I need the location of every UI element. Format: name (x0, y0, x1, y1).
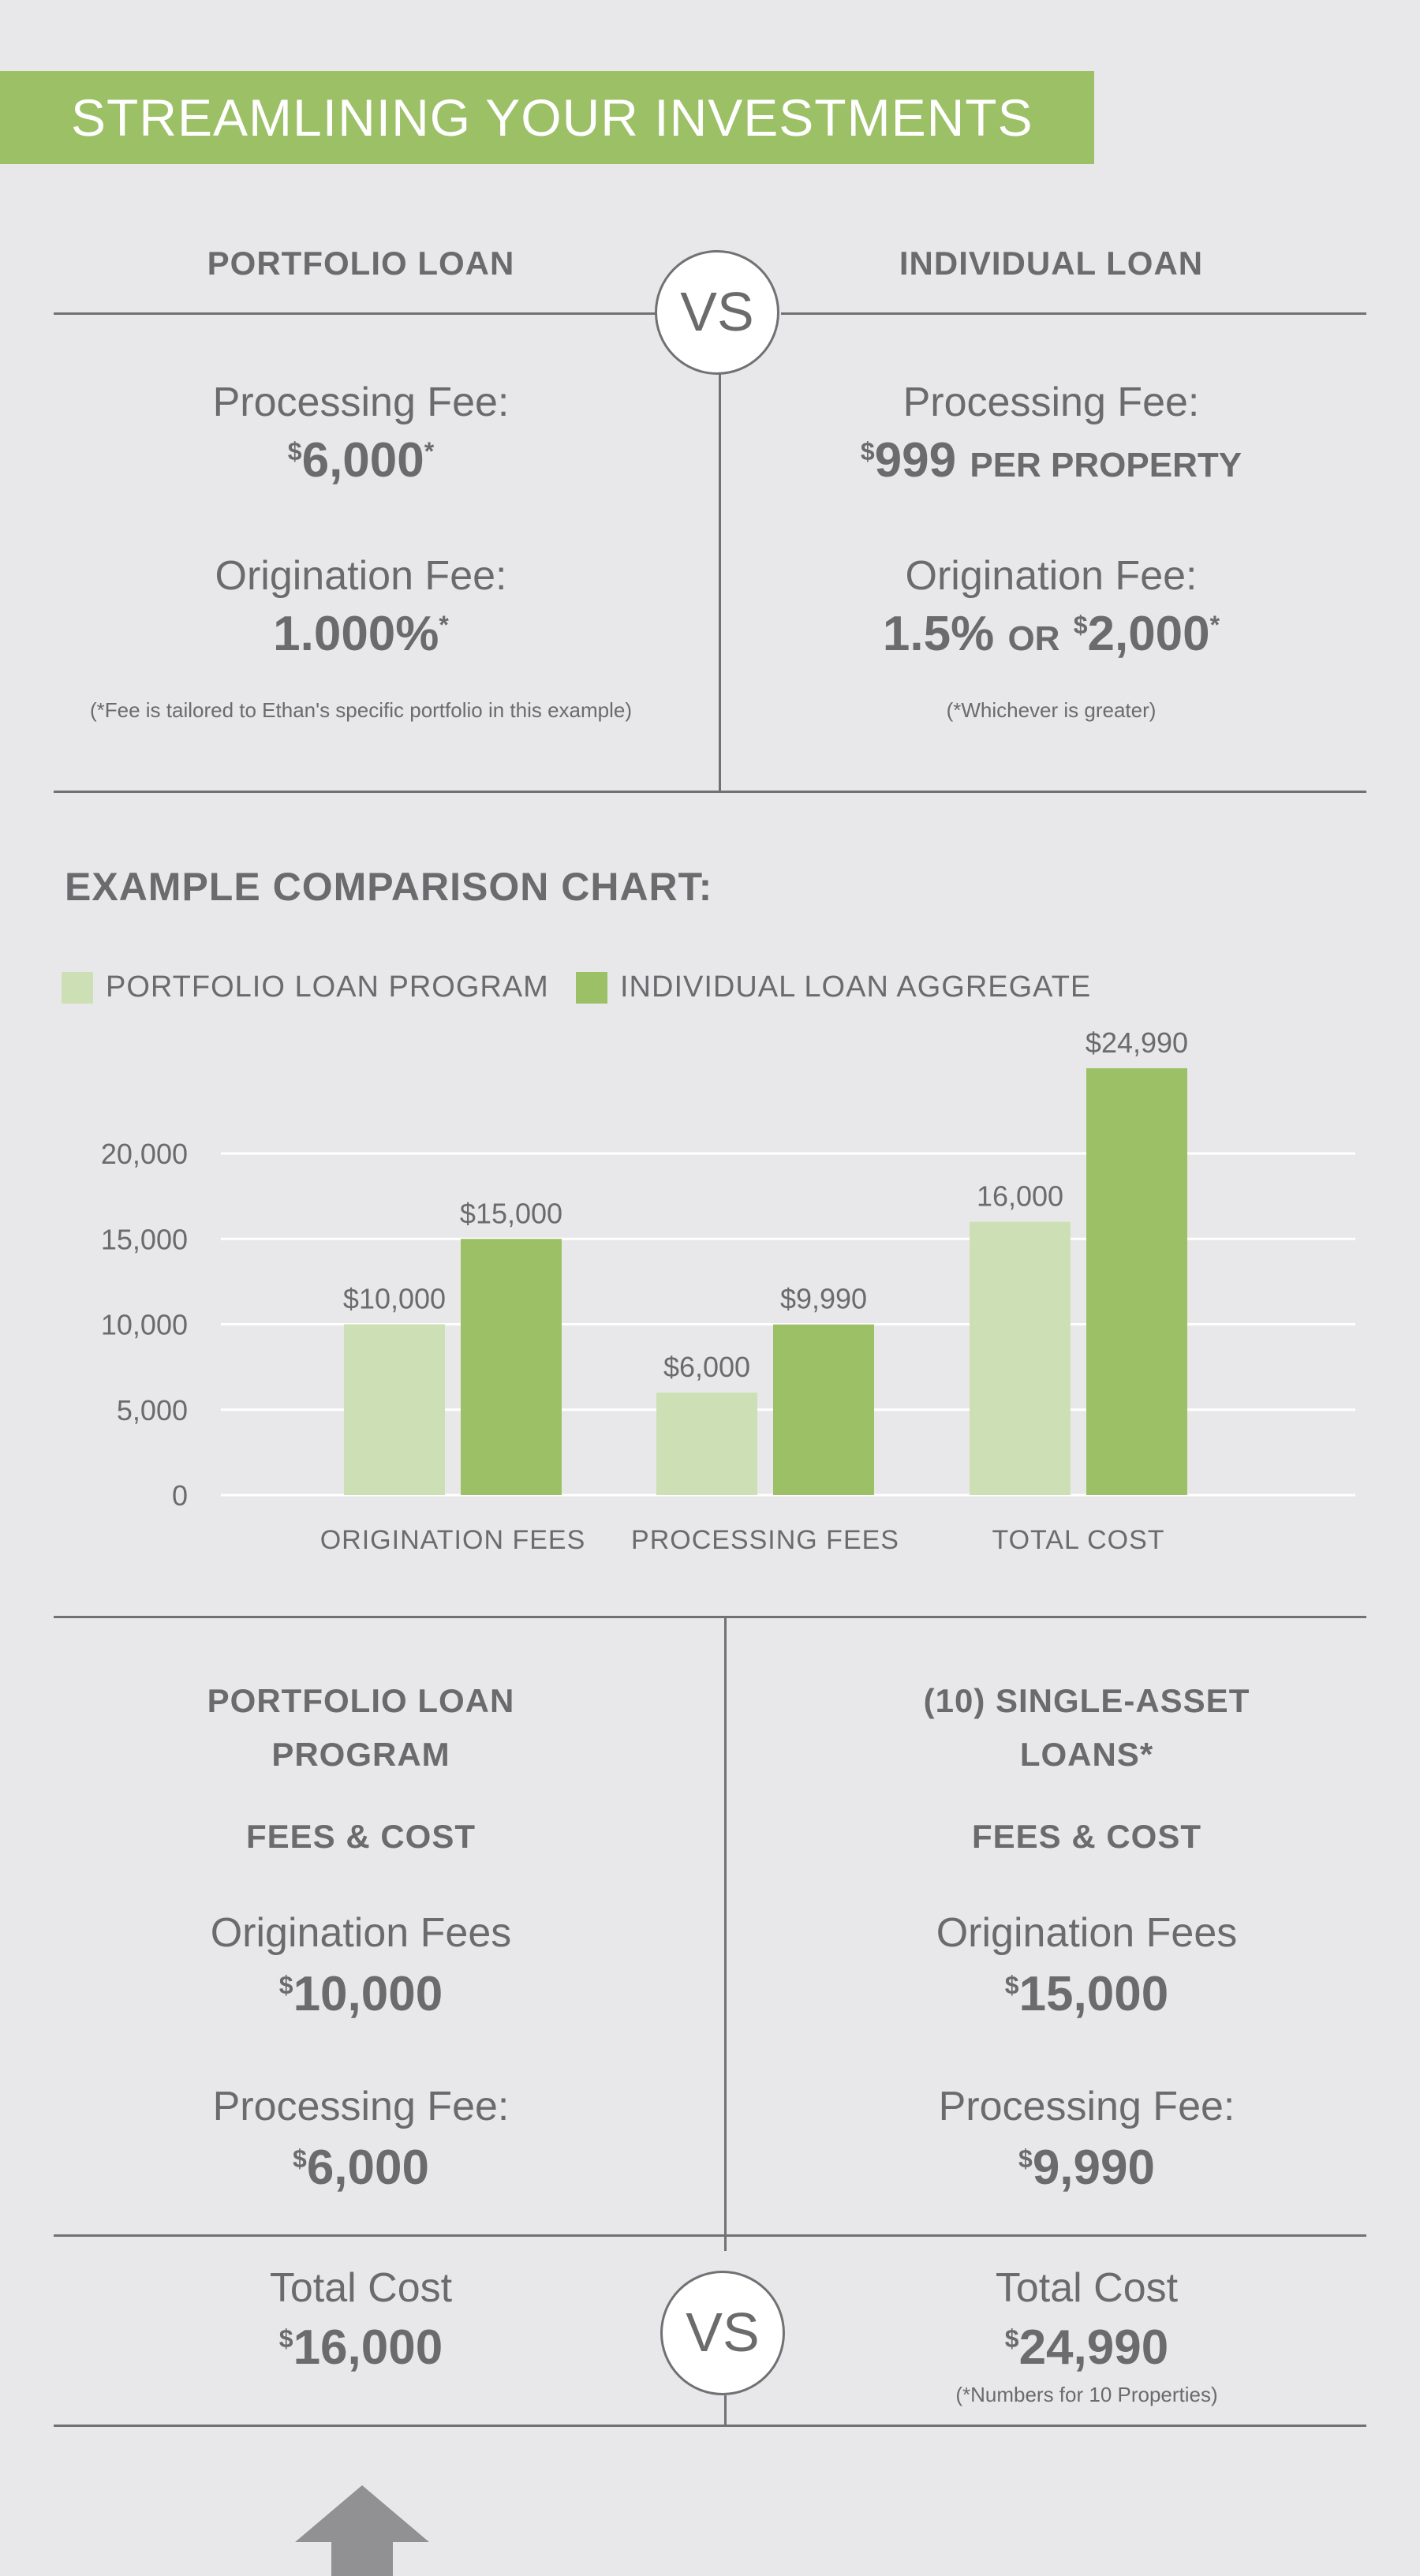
bar-value-label: $10,000 (342, 1282, 447, 1315)
top-divider-right (781, 312, 1366, 315)
legend-swatch-individual (576, 972, 607, 1004)
chart-section-title: EXAMPLE COMPARISON CHART: (65, 865, 713, 909)
portfolio-program-heading-line1: PORTFOLIO LOAN (207, 1682, 515, 1719)
top-divider-left (54, 312, 656, 315)
y-tick-label: 5,000 (116, 1393, 188, 1426)
single-asset-heading (781, 1674, 1392, 1782)
x-tick-label: ORIGINATION FEES (320, 1525, 586, 1555)
single-asset-total-cost-label: Total Cost (995, 2265, 1179, 2311)
arrow-up-icon[interactable] (295, 2485, 429, 2576)
portfolio-processing-fee-value: $6,000 (293, 2140, 429, 2195)
legend-item-individual (576, 970, 1091, 1004)
page-title: STREAMLINING YOUR INVESTMENTS (71, 88, 1033, 147)
bottom-center-divider-lower (724, 2395, 727, 2427)
portfolio-origination-fees-label: Origination Fees (210, 1910, 512, 1956)
x-tick-label: TOTAL COST (992, 1525, 1165, 1555)
y-tick-label: 20,000 (100, 1138, 188, 1170)
individual-origination-value: 1.5% OR $2,000* (882, 607, 1220, 661)
bar-value-label: $6,000 (663, 1351, 751, 1384)
individual-processing-value: $999 PER PROPERTY (860, 433, 1242, 488)
bar (1086, 1068, 1187, 1495)
legend-label-individual: INDIVIDUAL LOAN AGGREGATE (620, 970, 1092, 1004)
bar (773, 1325, 874, 1495)
single-asset-heading-line1: (10) SINGLE-ASSET (923, 1682, 1250, 1719)
bar (461, 1239, 562, 1495)
bar (970, 1222, 1071, 1495)
portfolio-total-cost-value: $16,000 (278, 2320, 443, 2375)
y-tick-label: 10,000 (100, 1308, 188, 1341)
bar-value-label: 16,000 (976, 1180, 1064, 1213)
top-center-divider (719, 371, 721, 791)
individual-processing-label: Processing Fee: (902, 379, 1200, 425)
single-asset-heading-line2: LOANS* (1019, 1736, 1154, 1773)
bottom-section-bottom-divider (54, 2425, 1366, 2427)
portfolio-processing-label: Processing Fee: (212, 379, 510, 425)
bar (344, 1325, 445, 1496)
y-tick-label: 15,000 (100, 1223, 188, 1256)
bar-value-label: $24,990 (1085, 1026, 1189, 1059)
y-tick-label: 0 (171, 1479, 188, 1512)
portfolio-program-heading-line2: PROGRAM (271, 1736, 450, 1773)
portfolio-processing-value: $6,000* (287, 433, 435, 488)
portfolio-fee-note: (*Fee is tailored to Ethan's specific portfolio in this example) (89, 698, 633, 722)
portfolio-loan-heading: PORTFOLIO LOAN (207, 245, 515, 282)
portfolio-origination-fees-value: $10,000 (278, 1967, 443, 2021)
portfolio-total-cost-label: Total Cost (269, 2265, 453, 2311)
portfolio-processing-fee-label: Processing Fee: (212, 2084, 510, 2129)
portfolio-origination-value: 1.000%* (273, 607, 449, 661)
portfolio-origination-label: Origination Fee: (215, 553, 507, 599)
single-asset-processing-fee-value: $9,990 (1018, 2140, 1155, 2195)
bottom-center-divider-upper (724, 1617, 727, 2251)
bottom-total-divider (54, 2234, 1366, 2237)
bar (656, 1393, 757, 1495)
legend-swatch-portfolio (62, 972, 93, 1004)
single-asset-fees-heading: FEES & COST (971, 1818, 1202, 1855)
single-asset-origination-fees-label: Origination Fees (936, 1910, 1238, 1956)
bottom-section-top-divider (54, 1616, 1366, 1618)
vs-badge-top: VS (655, 250, 779, 375)
legend-label-portfolio: PORTFOLIO LOAN PROGRAM (106, 970, 549, 1004)
individual-origination-label: Origination Fee: (905, 553, 1198, 599)
x-tick-label: PROCESSING FEES (631, 1525, 899, 1555)
vs-badge-bottom: VS (660, 2271, 785, 2395)
single-asset-total-cost-value: $24,990 (1004, 2320, 1169, 2375)
single-asset-processing-fee-label: Processing Fee: (938, 2084, 1235, 2129)
portfolio-program-heading (55, 1674, 667, 1782)
legend-item-portfolio (62, 970, 549, 1004)
page-banner (0, 71, 1094, 164)
bar-value-label: $15,000 (459, 1197, 563, 1230)
portfolio-fees-heading: FEES & COST (245, 1818, 476, 1855)
single-asset-note: (*Numbers for 10 Properties) (955, 2383, 1218, 2406)
comparison-bar-chart (0, 1010, 1420, 1578)
single-asset-origination-fees-value: $15,000 (1004, 1967, 1169, 2021)
individual-fee-note: (*Whichever is greater) (946, 698, 1157, 722)
bar-value-label: $9,990 (779, 1282, 868, 1315)
individual-loan-heading: INDIVIDUAL LOAN (899, 245, 1204, 282)
top-section-bottom-divider (54, 791, 1366, 793)
